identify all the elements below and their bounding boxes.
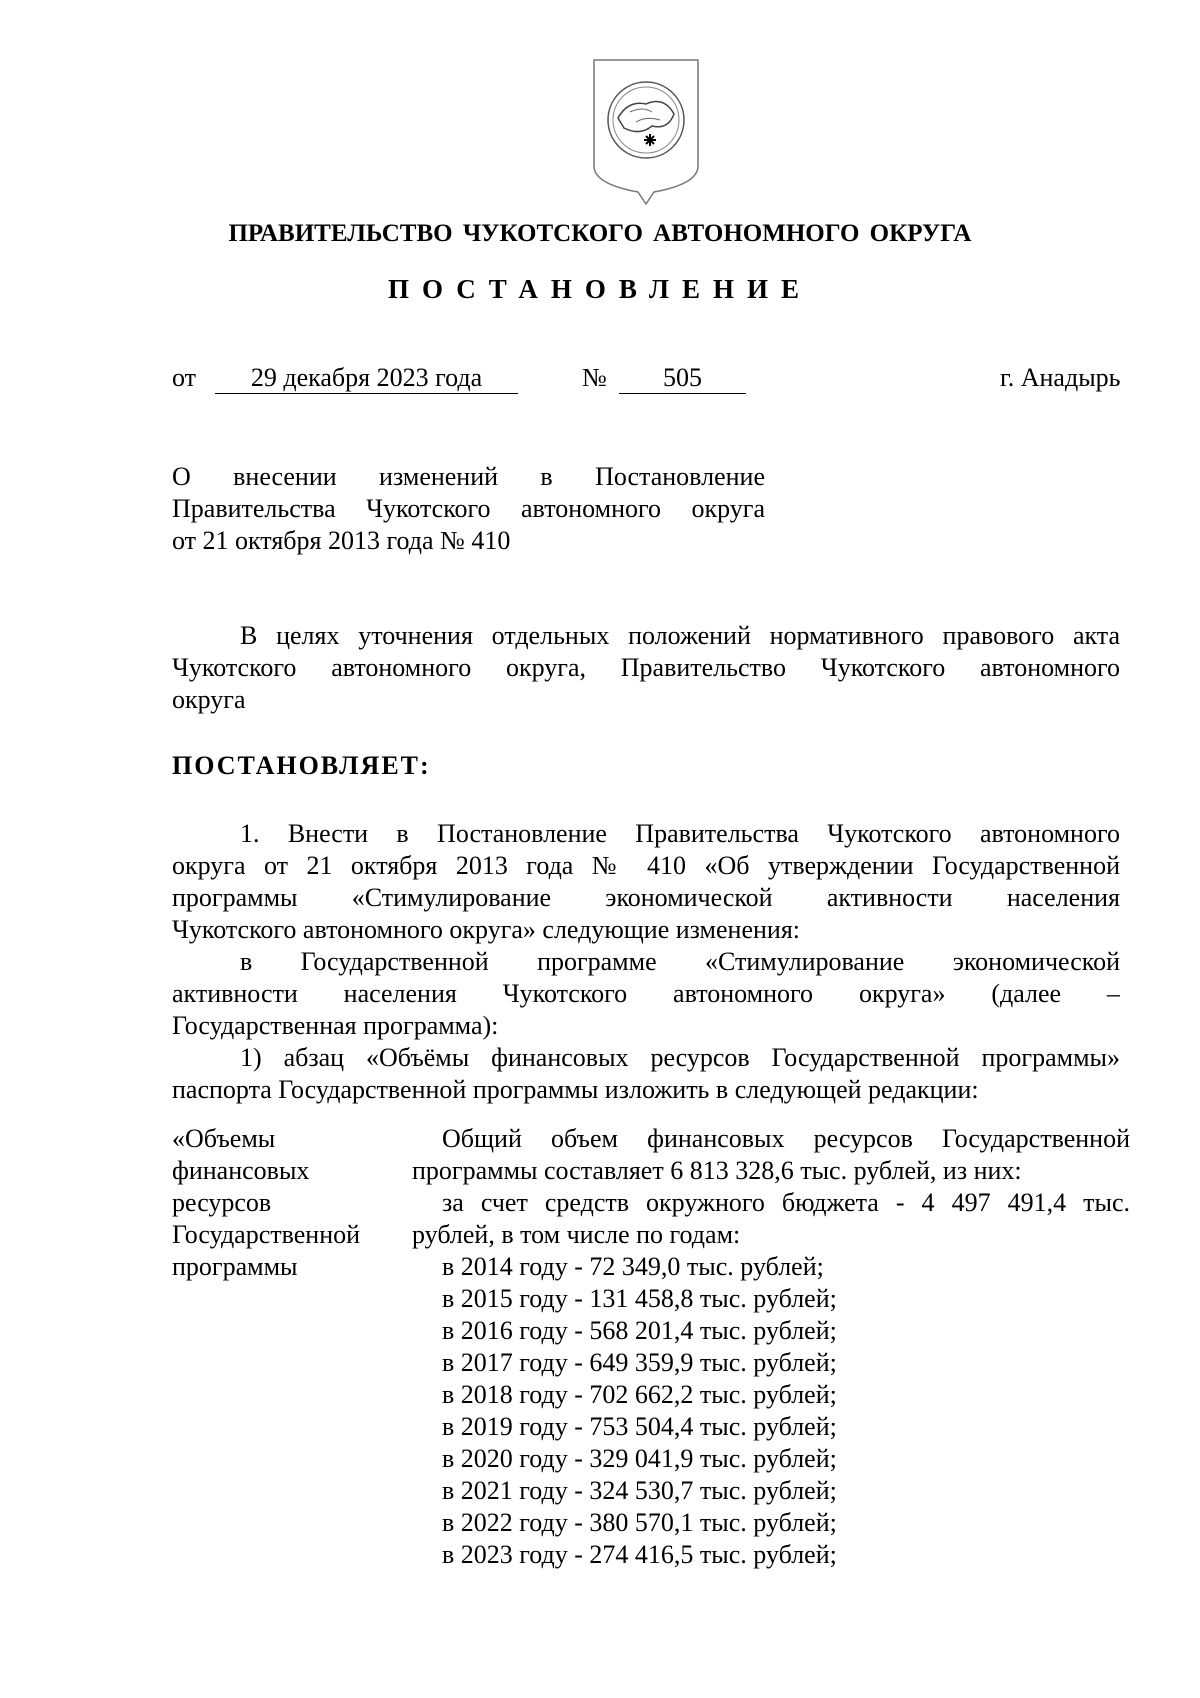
year-amount-2015: в 2015 году - 131 458,8 тыс. рублей; — [442, 1284, 837, 1313]
subject-line-2: Правительства Чукотского автономного округа — [172, 494, 765, 523]
paragraph-3-line-2: паспорта Государственной программы изложить в следующей редакции: — [172, 1075, 979, 1104]
subject-line-3: от 21 октября 2013 года № 410 — [172, 526, 511, 555]
paragraph-1-line-4: Чукотского автономного округа» следующие изменения: — [172, 915, 801, 944]
year-amount-2018: в 2018 году - 702 662,2 тыс. рублей; — [442, 1380, 837, 1409]
year-amount-2019: в 2019 году - 753 504,4 тыс. рублей; — [442, 1412, 837, 1441]
paragraph-1-line-1: 1. Внести в Постановление Правительства Чукотского автономного — [240, 819, 1120, 848]
document-type-title: ПОСТАНОВЛЕНИЕ — [387, 274, 813, 304]
from-label: от — [172, 363, 197, 392]
document-date: 29 декабря 2023 года — [215, 362, 518, 394]
preamble-line-1: В целях уточнения отдельных положений нормативного правового акта — [240, 621, 1120, 650]
subject-line-1: О внесении изменений в Постановление — [172, 462, 765, 491]
document-number: 505 — [619, 362, 746, 394]
year-amount-2021: в 2021 году - 324 530,7 тыс. рублей; — [442, 1476, 837, 1505]
paragraph-1-line-3: программы «Стимулирование экономической активности населения — [172, 883, 1120, 912]
year-amount-2016: в 2016 году - 568 201,4 тыс. рублей; — [442, 1316, 837, 1345]
city-name: г. Анадырь — [1000, 363, 1121, 392]
year-amount-2014: в 2014 году - 72 349,0 тыс. рублей; — [442, 1252, 824, 1281]
paragraph-1-line-2: округа от 21 октября 2013 года № 410 «Об утверждении Государственной — [172, 851, 1120, 880]
passport-label-line-1: «Объемы — [172, 1124, 276, 1153]
paragraph-2-line-2: активности населения Чукотского автономного округа» (далее – — [172, 979, 1120, 1008]
paragraph-3-line-1: 1) абзац «Объёмы финансовых ресурсов Государственной программы» — [240, 1043, 1120, 1072]
number-label: № — [582, 363, 607, 392]
paragraph-2-line-3: Государственная программа): — [172, 1011, 499, 1040]
year-amount-2017: в 2017 году - 649 359,9 тыс. рублей; — [442, 1348, 837, 1377]
passport-label-line-5: программы — [172, 1252, 298, 1281]
passport-label-line-2: финансовых — [172, 1156, 310, 1185]
passport-budget-line-1: за счет средств окружного бюджета - 4 497 491,4 тыс. — [442, 1188, 1130, 1217]
preamble-line-2: Чукотского автономного округа, Правительство Чукотского автономного — [172, 653, 1120, 682]
paragraph-2-line-1: в Государственной программе «Стимулирование экономической — [240, 947, 1120, 976]
passport-total-line-1: Общий объем финансовых ресурсов Государственной — [442, 1124, 1130, 1153]
passport-budget-line-2: рублей, в том числе по годам: — [412, 1220, 741, 1249]
passport-label-line-4: Государственной — [172, 1220, 361, 1249]
organization-title: ПРАВИТЕЛЬСТВО ЧУКОТСКОГО АВТОНОМНОГО ОКРУГА — [228, 220, 972, 247]
coat-of-arms-icon — [590, 56, 702, 206]
year-amount-2023: в 2023 году - 274 416,5 тыс. рублей; — [442, 1540, 837, 1569]
year-amount-2020: в 2020 году - 329 041,9 тыс. рублей; — [442, 1444, 837, 1473]
preamble-line-3: округа — [172, 685, 246, 714]
passport-label-line-3: ресурсов — [172, 1188, 272, 1217]
year-amount-2022: в 2022 году - 380 570,1 тыс. рублей; — [442, 1508, 837, 1537]
decree-heading: ПОСТАНОВЛЯЕТ: — [172, 751, 431, 780]
passport-total-line-2: программы составляет 6 813 328,6 тыс. рублей, из них: — [412, 1156, 1022, 1185]
